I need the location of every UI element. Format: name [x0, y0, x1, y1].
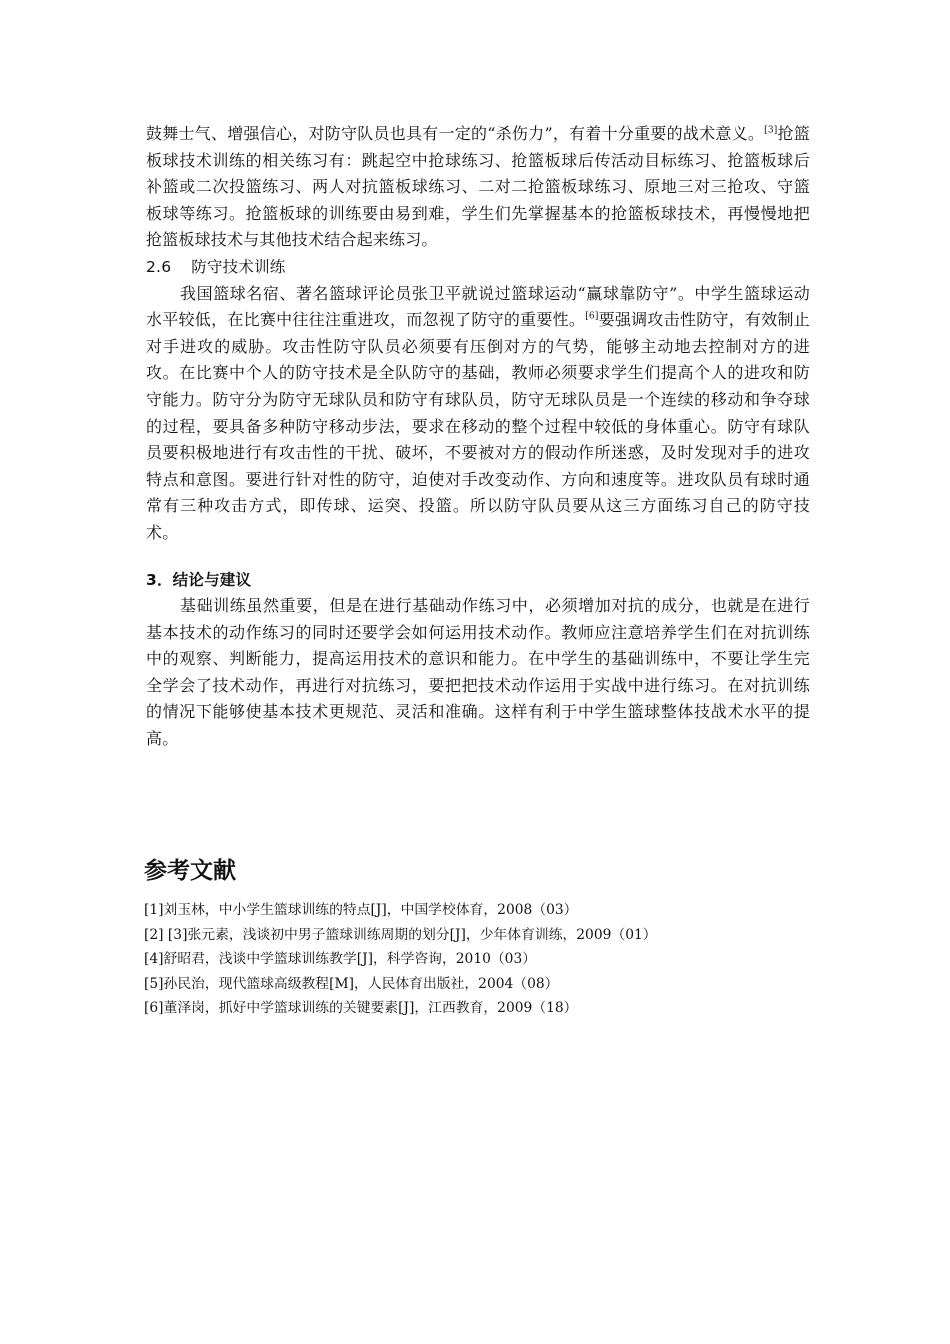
- paragraph-text: 抢篮板球技术训练的相关练习有：跳起空中抢球练习、抢篮板球后传活动目标练习、抢篮板球后补篮或二次投篮练习、两人对抗篮板球练习、二对二抢篮板球练习、原地三对三抢攻、守篮板球等练习。抢篮板球的训练要由易到难，学生们先掌握基本的抢篮板球技术，再慢慢地把抢篮板球技术与其他技术结合起来练习。: [146, 124, 810, 250]
- section-spacer: [146, 547, 810, 567]
- paragraph-text: 要强调攻击性防守，有效制止对手进攻的威胁。攻击性防守队员必须要有压倒对方的气势，能够主动地去控制对方的进攻。在比赛中个人的防守技术是全队防守的基础，教师必须要求学生们提高个人的进攻和防守能力。防守分为防守无球队员和防守有球队员，防守无球队员是一个连续的移动和争夺球的过程，要具备多种防守移动步法，要求在移动的整个过程中较低的身体重心。防守有球队员要积极地进行有攻击性的干扰、破坏，不要被对方的假动作所迷惑，及时发现对手的进攻特点和意图。要进行针对性的防守，迫使对手改变动作、方向和速度等。进攻队员有球时通常有三种攻击方式，即传球、运突、投篮。所以防守队员要从这三方面练习自己的防守技术。: [146, 310, 811, 542]
- citation-marker: [6]: [585, 311, 599, 322]
- paragraph-rebound-training: [146, 121, 810, 254]
- reference-item: [6]董泽岗，抓好中学篮球训练的关键要素[J]，江西教育，2009（18）: [144, 1000, 578, 1016]
- paragraph-defense-training: [146, 281, 810, 547]
- reference-item: [4]舒昭君，浅谈中学篮球训练教学[J]，科学咨询，2010（03）: [144, 951, 537, 967]
- paragraph-conclusion: 基础训练虽然重要，但是在进行基础动作练习中，必须增加对抗的成分，也就是在进行基本技术的动作练习的同时还要学会如何运用技术动作。教师应注意培养学生们在对抗训练中的观察、判断能力，提高运用技术的意识和能力。在中学生的基础训练中，不要让学生完全学会了技术动作，再进行对抗练习，要把把技术动作运用于实战中进行练习。在对抗训练的情况下能够使基本技术更规范、灵活和准确。这样有利于中学生篮球整体技战术水平的提高。: [146, 596, 810, 749]
- reference-item: [2] [3]张元素，浅谈初中男子篮球训练周期的划分[J]，少年体育训练，2009（01）: [144, 926, 657, 943]
- article-body: [146, 121, 810, 753]
- references-list: [144, 898, 824, 1021]
- section-heading-3: 3．结论与建议: [146, 570, 252, 589]
- paragraph-text: 鼓舞士气、增强信心，对防守队员也具有一定的“杀伤力”，有着十分重要的战术意义。: [146, 124, 765, 143]
- reference-item: [5]孙民治，现代篮球高级教程[M]，人民体育出版社，2004（08）: [144, 975, 559, 992]
- section-title: 防守技术训练: [191, 257, 286, 276]
- citation-marker: [3]: [764, 125, 778, 136]
- reference-item: [1]刘玉林，中小学生篮球训练的特点[J]，中国学校体育，2008（03）: [144, 902, 578, 918]
- references-title: 参考文献: [144, 858, 236, 884]
- section-number: 2.6: [146, 257, 172, 276]
- section-heading-2-6: [146, 254, 810, 281]
- paragraph-text: 我国篮球名宿、著名篮球评论员张卫平就说过篮球运动“赢球靠防守”。中学生篮球运动水平较低，在比赛中往往注重进攻，而忽视了防守的重要性。: [146, 283, 810, 330]
